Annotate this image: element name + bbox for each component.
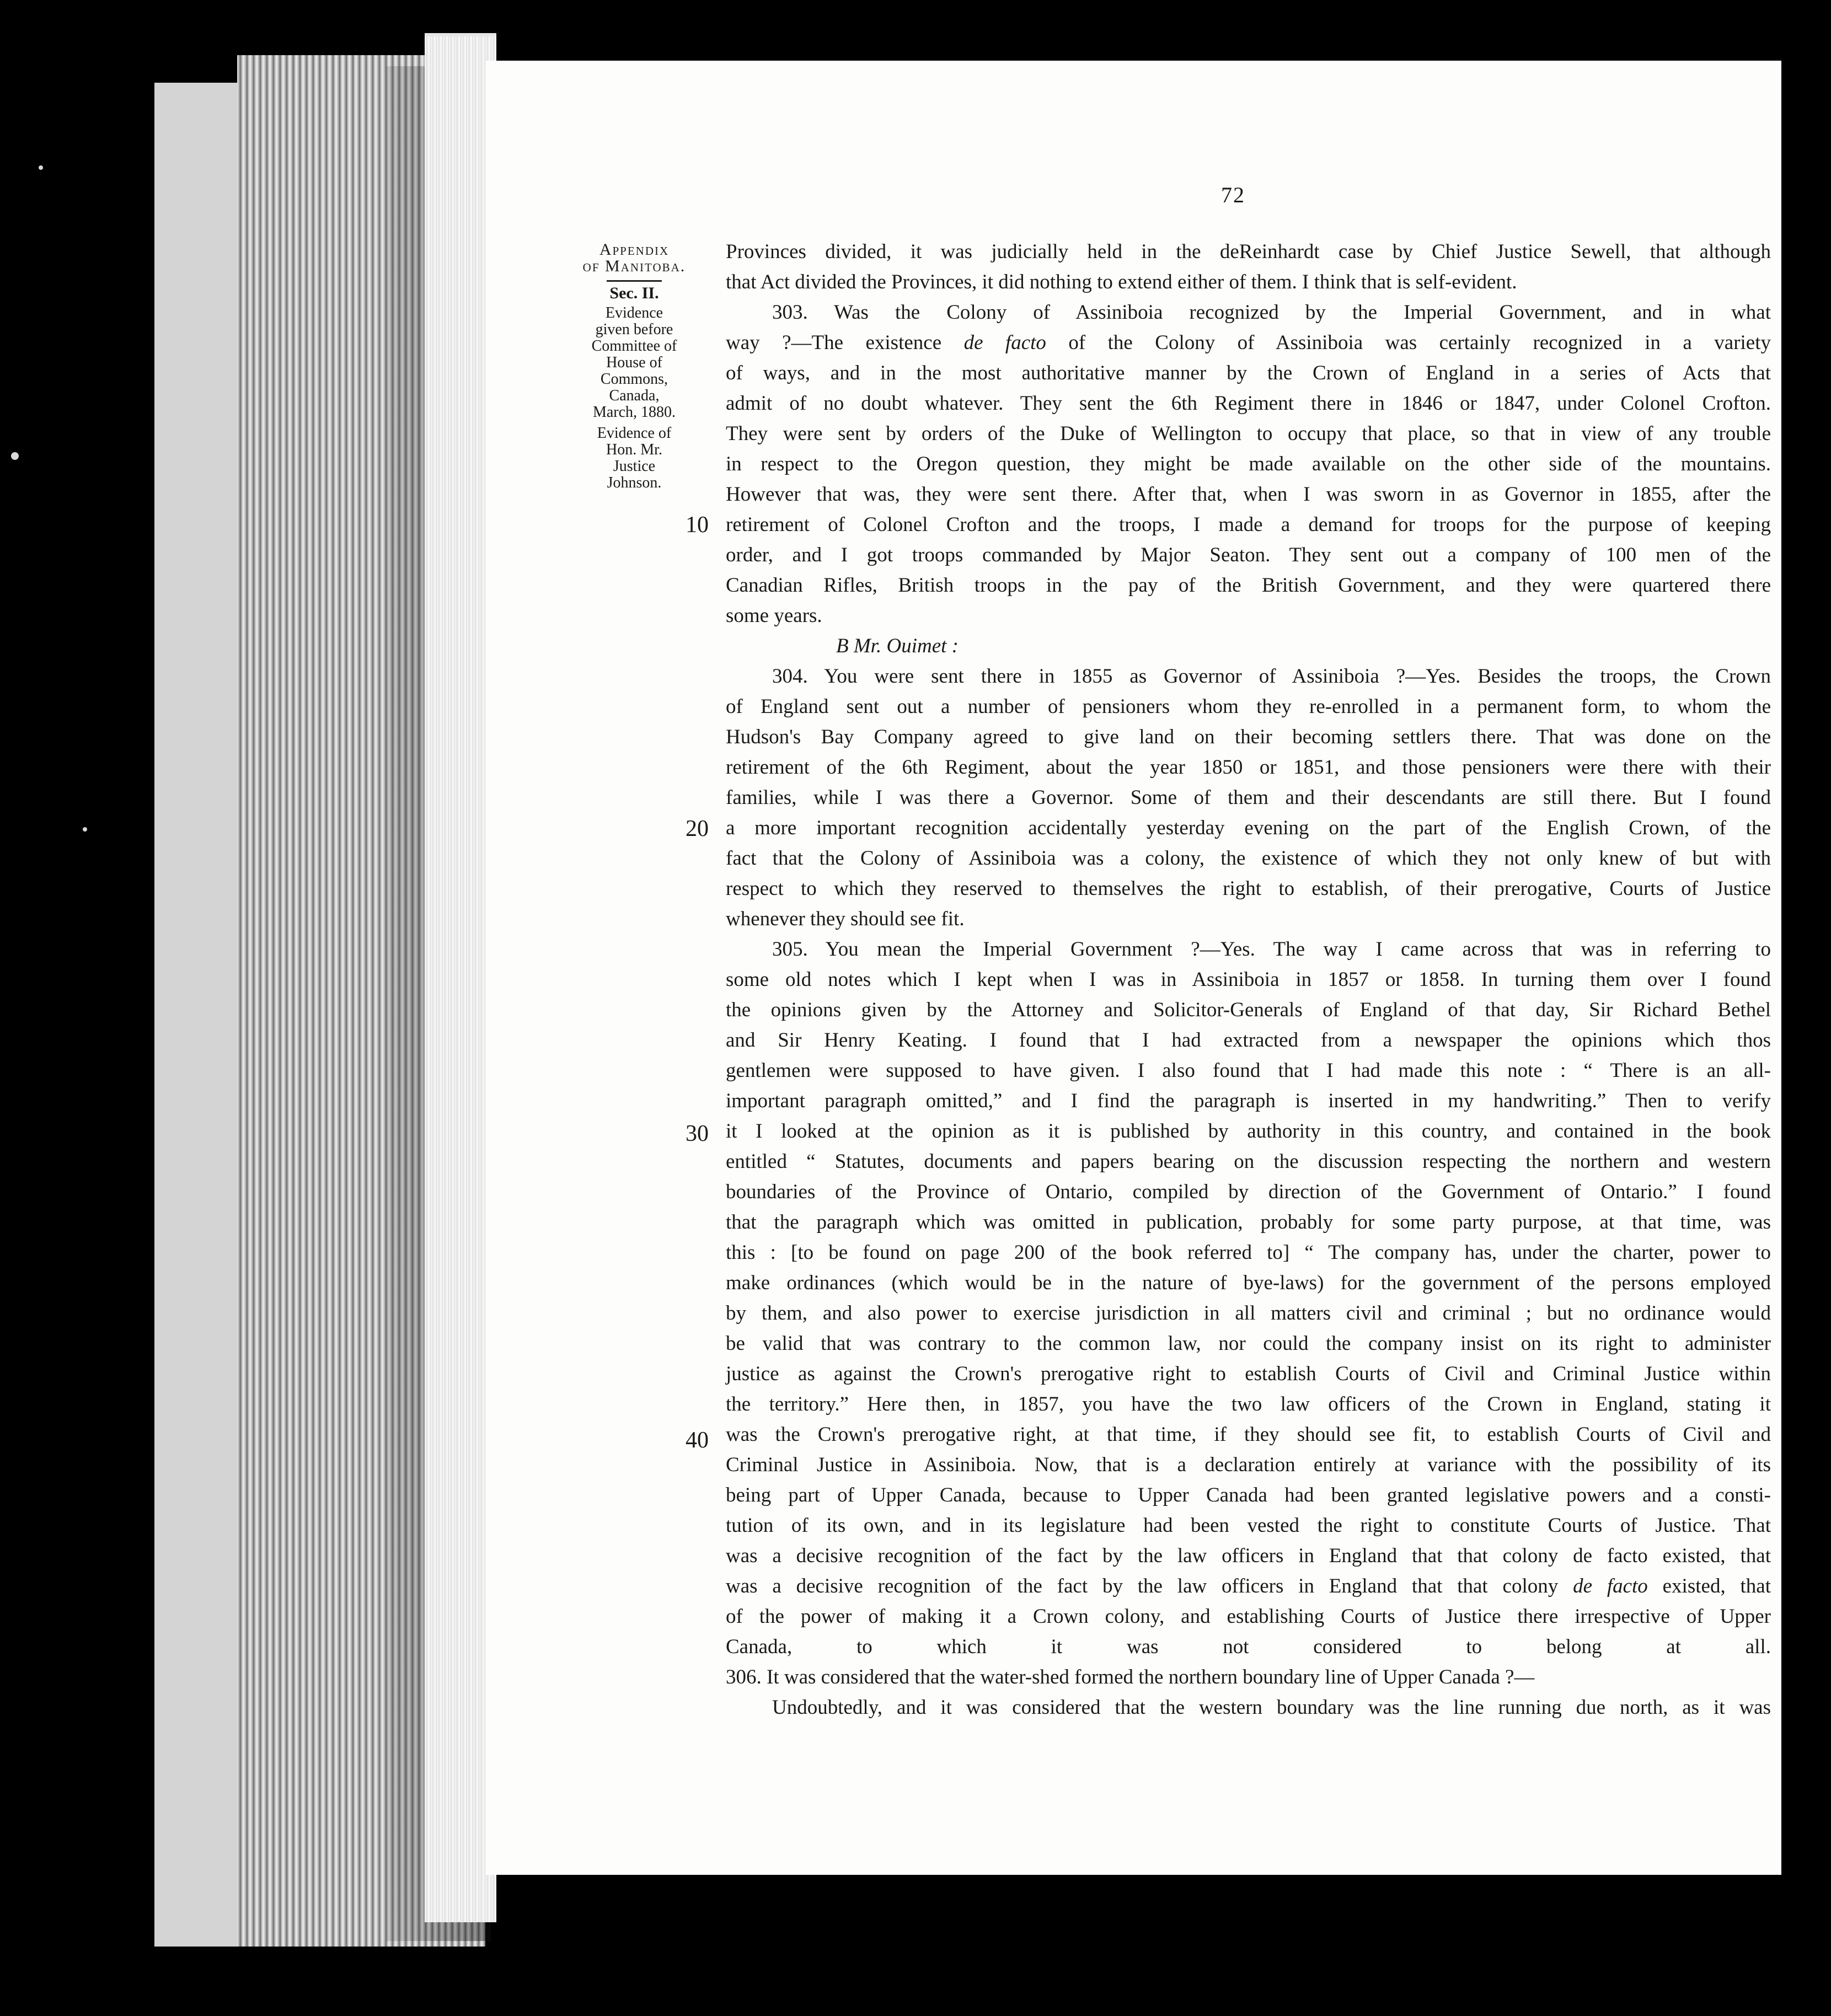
text-line: 306. It was considered that the water-shed formed the northern boundary line of Upper Canada ?— [726, 1666, 1535, 1688]
text-line: and Sir Henry Keating. I found that I had extracted from a newspaper the opinions which thos [726, 1029, 1771, 1052]
text-line: make ordinances (which would be in the nature of bye-laws) for the government of the persons employed [726, 1272, 1771, 1294]
text-line: justice as against the Crown's prerogative right to establish Courts of Civil and Criminal Justice within [726, 1363, 1771, 1385]
margin-detail-line: Canada, [609, 387, 660, 404]
margin-witness-line: Johnson. [607, 474, 662, 491]
text-line: way ?—The existence de facto of the Colony of Assiniboia was certainly recognized in a variety [726, 331, 1771, 354]
margin-heading: of Manitoba. [582, 257, 686, 275]
text-line: some old notes which I kept when I was in Assiniboia in 1857 or 1858. In turning them over I found [726, 968, 1771, 991]
margin-detail-line: given before [595, 321, 673, 338]
text-line: the opinions given by the Attorney and Solicitor-Generals of England of that day, Sir Richard Bethel [726, 999, 1771, 1021]
text-line: 304. You were sent there in 1855 as Governor of Assiniboia ?—Yes. Besides the troops, the Crown [772, 665, 1771, 688]
text-line: was a decisive recognition of the fact by the law officers in England that that colony de facto existed, that [726, 1545, 1771, 1567]
margin-witness-line: Evidence of [597, 425, 672, 442]
margin-detail-line: Committee of [591, 337, 677, 355]
line-number: 20 [686, 816, 709, 841]
text-line: However that was, they were sent there. After that, when I was sworn in as Governor in 1855, after the [726, 483, 1771, 506]
margin-detail-line: Evidence [605, 304, 663, 321]
text-line: being part of Upper Canada, because to Upper Canada had been granted legislative powers and a consti- [726, 1484, 1771, 1506]
text-line: 303. Was the Colony of Assiniboia recognized by the Imperial Government, and in what [772, 301, 1771, 324]
book-cover-edge [154, 83, 237, 1947]
text-line: Criminal Justice in Assiniboia. Now, that is a declaration entirely at variance with the possibility of its [726, 1454, 1771, 1476]
text-line: was a decisive recognition of the fact by the law officers in England that that colony de facto existed, that [726, 1575, 1771, 1597]
text-line: families, while I was there a Governor. Some of them and their descendants are still there. But I found [726, 786, 1771, 809]
text-line: be valid that was contrary to the common law, nor could the company insist on its right to administer [726, 1332, 1771, 1355]
text-line: the territory.” Here then, in 1857, you have the two law officers of the Crown in England, stating it [726, 1393, 1771, 1416]
text-line: a more important recognition accidentally yesterday evening on the part of the English Crown, of the [726, 817, 1771, 839]
text-line: whenever they should see fit. [726, 908, 965, 930]
text-line: order, and I got troops commanded by Major Seaton. They sent out a company of 100 men of the [726, 544, 1771, 566]
text-line: respect to which they reserved to themselves the right to establish, of their prerogative, Courts of Justice [726, 877, 1771, 900]
text-line: in respect to the Oregon question, they might be made available on the other side of the mountains. [726, 453, 1771, 475]
text-line: fact that the Colony of Assiniboia was a colony, the existence of which they not only knew of but with [726, 847, 1771, 870]
text-line: Hudson's Bay Company agreed to give land on their becoming settlers there. That was done on the [726, 726, 1771, 748]
line-number: 30 [686, 1121, 709, 1146]
scan-speck [39, 165, 43, 170]
margin-witness-line: Justice [613, 458, 656, 475]
margin-detail-line: House of [606, 354, 662, 371]
margin-detail-line: Commons, [600, 371, 668, 388]
text-line: some years. [726, 604, 822, 627]
text-line: that the paragraph which was omitted in publication, probably for some party purpose, at that time, was [726, 1211, 1771, 1234]
text-line: important paragraph omitted,” and I find the paragraph is inserted in my handwriting.” Then to verify [726, 1090, 1771, 1112]
line-number: 40 [686, 1428, 709, 1453]
examiner-heading: B Mr. Ouimet : [836, 635, 959, 657]
text-line: that Act divided the Provinces, it did nothing to extend either of them. I think that is self-evident. [726, 271, 1517, 293]
line-number: 10 [686, 512, 709, 538]
text-line: of ways, and in the most authoritative manner by the Crown of England in a series of Acts that [726, 362, 1771, 384]
text-line: Undoubtedly, and it was considered that the western boundary was the line running due north, as it was [772, 1696, 1771, 1719]
text-line: was the Crown's prerogative right, at that time, if they should see fit, to establish Courts of Civil and [726, 1423, 1771, 1446]
text-line: Canada, to which it was not considered to belong at all. [726, 1636, 1771, 1658]
text-line: retirement of Colonel Crofton and the troops, I made a demand for troops for the purpose of keeping [726, 513, 1771, 536]
text-line: gentlemen were supposed to have given. I also found that I had made this note : “ There is an all- [726, 1059, 1771, 1082]
text-line: this : [to be found on page 200 of the book referred to] “ The company has, under the charter, power to [726, 1241, 1771, 1264]
text-line: tution of its own, and in its legislature had been vested the right to constitute Courts of Justice. That [726, 1514, 1771, 1537]
margin-heading: Appendix [599, 240, 670, 259]
margin-note [552, 242, 717, 491]
text-line: Provinces divided, it was judicially held in the deReinhardt case by Chief Justice Sewell, that although [726, 240, 1771, 263]
margin-witness-line: Hon. Mr. [606, 441, 662, 458]
text-line: retirement of the 6th Regiment, about the year 1850 or 1851, and those pensioners were there with their [726, 756, 1771, 779]
text-line: of the power of making it a Crown colony, and establishing Courts of Justice there irrespective of Upper [726, 1605, 1771, 1628]
page-number: 72 [1221, 183, 1245, 207]
margin-detail-line: March, 1880. [592, 404, 676, 421]
text-line: of England sent out a number of pensioners whom they re-enrolled in a permanent form, to whom the [726, 695, 1771, 718]
scan-speck [83, 827, 87, 832]
text-line: They were sent by orders of the Duke of Wellington to occupy that place, so that in view of any trouble [726, 422, 1771, 445]
text-line: admit of no doubt whatever. They sent the 6th Regiment there in 1846 or 1847, under Colonel Crofton. [726, 392, 1771, 415]
scan-speck [11, 452, 19, 460]
margin-witness [552, 425, 717, 491]
text-line: boundaries of the Province of Ontario, compiled by direction of the Government of Ontario.” I found [726, 1181, 1771, 1203]
margin-section: Sec. II. [607, 280, 662, 302]
text-line: Canadian Rifles, British troops in the pay of the British Government, and they were quartered there [726, 574, 1771, 597]
text-line: it I looked at the opinion as it is published by authority in this country, and contained in the book [726, 1120, 1771, 1143]
text-line: by them, and also power to exercise jurisdiction in all matters civil and criminal ; but no ordinance would [726, 1302, 1771, 1325]
text-line: entitled “ Statutes, documents and papers bearing on the discussion respecting the northern and western [726, 1150, 1771, 1173]
text-line: 305. You mean the Imperial Government ?—Yes. The way I came across that was in referring to [772, 938, 1771, 961]
margin-detail [552, 305, 717, 421]
